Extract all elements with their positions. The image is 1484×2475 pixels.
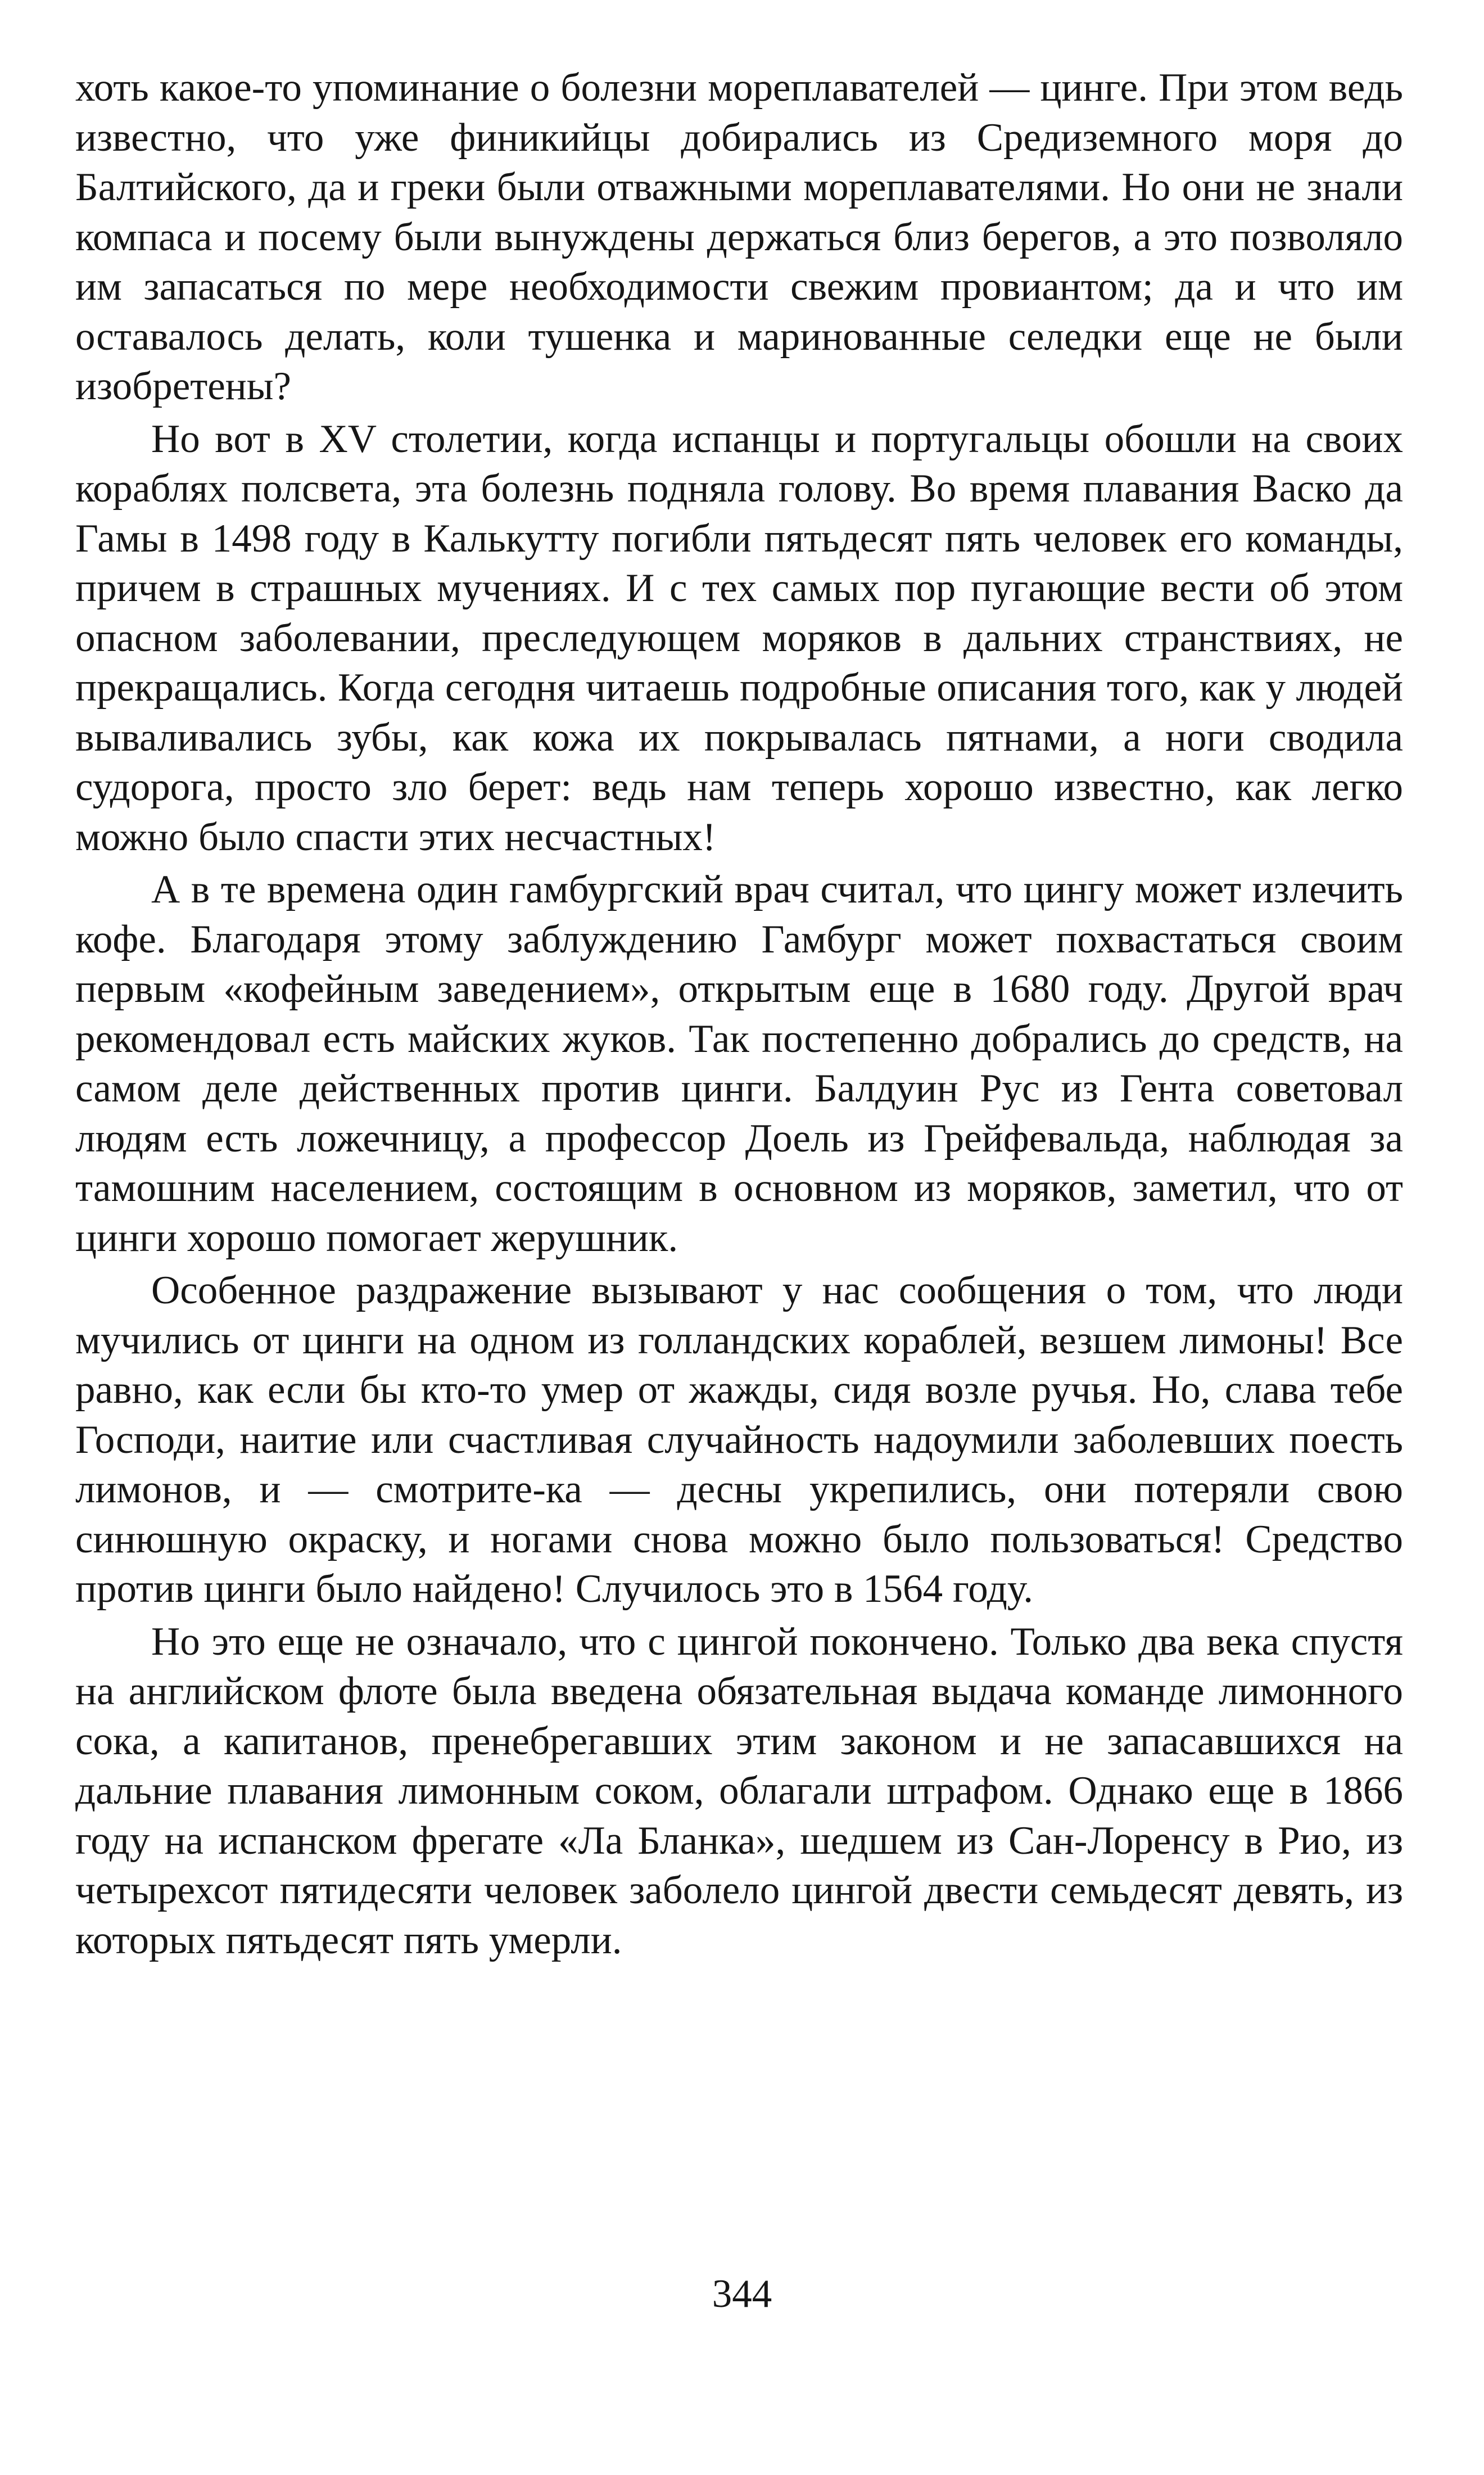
page-number: 344 [712, 2272, 772, 2316]
paragraph-lemons: Особенное раздражение вызывают у нас сообщения о том, что люди мучились от цинги на одном из голландских кораблей, везшем лимоны! Все равно, как если бы кто-то умер от жажды, сидя возле ручья. Но, слава тебе Господи, наитие или счастливая случайность надоумили заболевших поесть лимонов, и — смотрите-ка — десны укрепились, они потеряли свою синюшную окраску, и ногами снова можно было пользоваться! Средство против цинги было найдено! Случилось это в 1564 году. [75, 1268, 1403, 1611]
paragraph-continuation: хоть какое-то упоминание о болезни мореплавателей — цинге. При этом ведь известно, что уже финикийцы добирались из Средиземного моря до Балтийского, да и греки были отважными мореплавателями. Но они не знали компаса и посему были вынуждены держаться близ берегов, а это позволяло им запасаться по мере необходимости свежим провиантом; да и что им оставалось делать, коли тушенка и маринованные селедки еще не были изобретены? [75, 66, 1403, 408]
paragraph-vasco-da-gama: Но вот в XV столетии, когда испанцы и португальцы обошли на своих кораблях полсвета, эта болезнь подняла голову. Во время плавания Васко да Гамы в 1498 году в Калькутту погибли пятьдесят пять человек его команды, причем в страшных мучениях. И с тех самых пор пугающие вести об этом опасном заболевании, преследующем моряков в дальних странствиях, не прекращались. Когда сегодня читаешь подробные описания того, как у людей вываливались зубы, как кожа их покрывалась пятнами, а ноги сводила судорога, просто зло берет: ведь нам теперь хорошо известно, как легко можно было спасти этих несчастных! [75, 417, 1403, 859]
paragraph-english-fleet: Но это еще не означало, что с цингой покончено. Только два века спустя на английском флоте была введена обязательная выдача команде лимонного сока, а капитанов, пренебрегавших этим законом и не запасавшихся на дальние плавания лимонным соком, облагали штрафом. Однако еще в 1866 году на испанском фрегате «Ла Бланка», шедшем из Сан-Лоренсу в Рио, из четырехсот пятидесяти человек заболело цингой двести семьдесят девять, из которых пятьдесят пять умерли. [75, 1619, 1403, 1962]
paragraph-hamburg-doctor: А в те времена один гамбургский врач считал, что цингу может излечить кофе. Благодаря этому заблуждению Гамбург может похвастаться своим первым «кофейным заведением», открытым еще в 1680 году. Другой врач рекомендовал есть майских жуков. Так постепенно добрались до средств, на самом деле действенных против цинги. Балдуин Рус из Гента советовал людям есть ложечницу, а профессор Доель из Грейфевальда, наблюдая за тамошним населением, состоящим в основном из моряков, заметил, что от цинги хорошо помогает жерушник. [75, 868, 1403, 1260]
body-text [75, 63, 1403, 1968]
